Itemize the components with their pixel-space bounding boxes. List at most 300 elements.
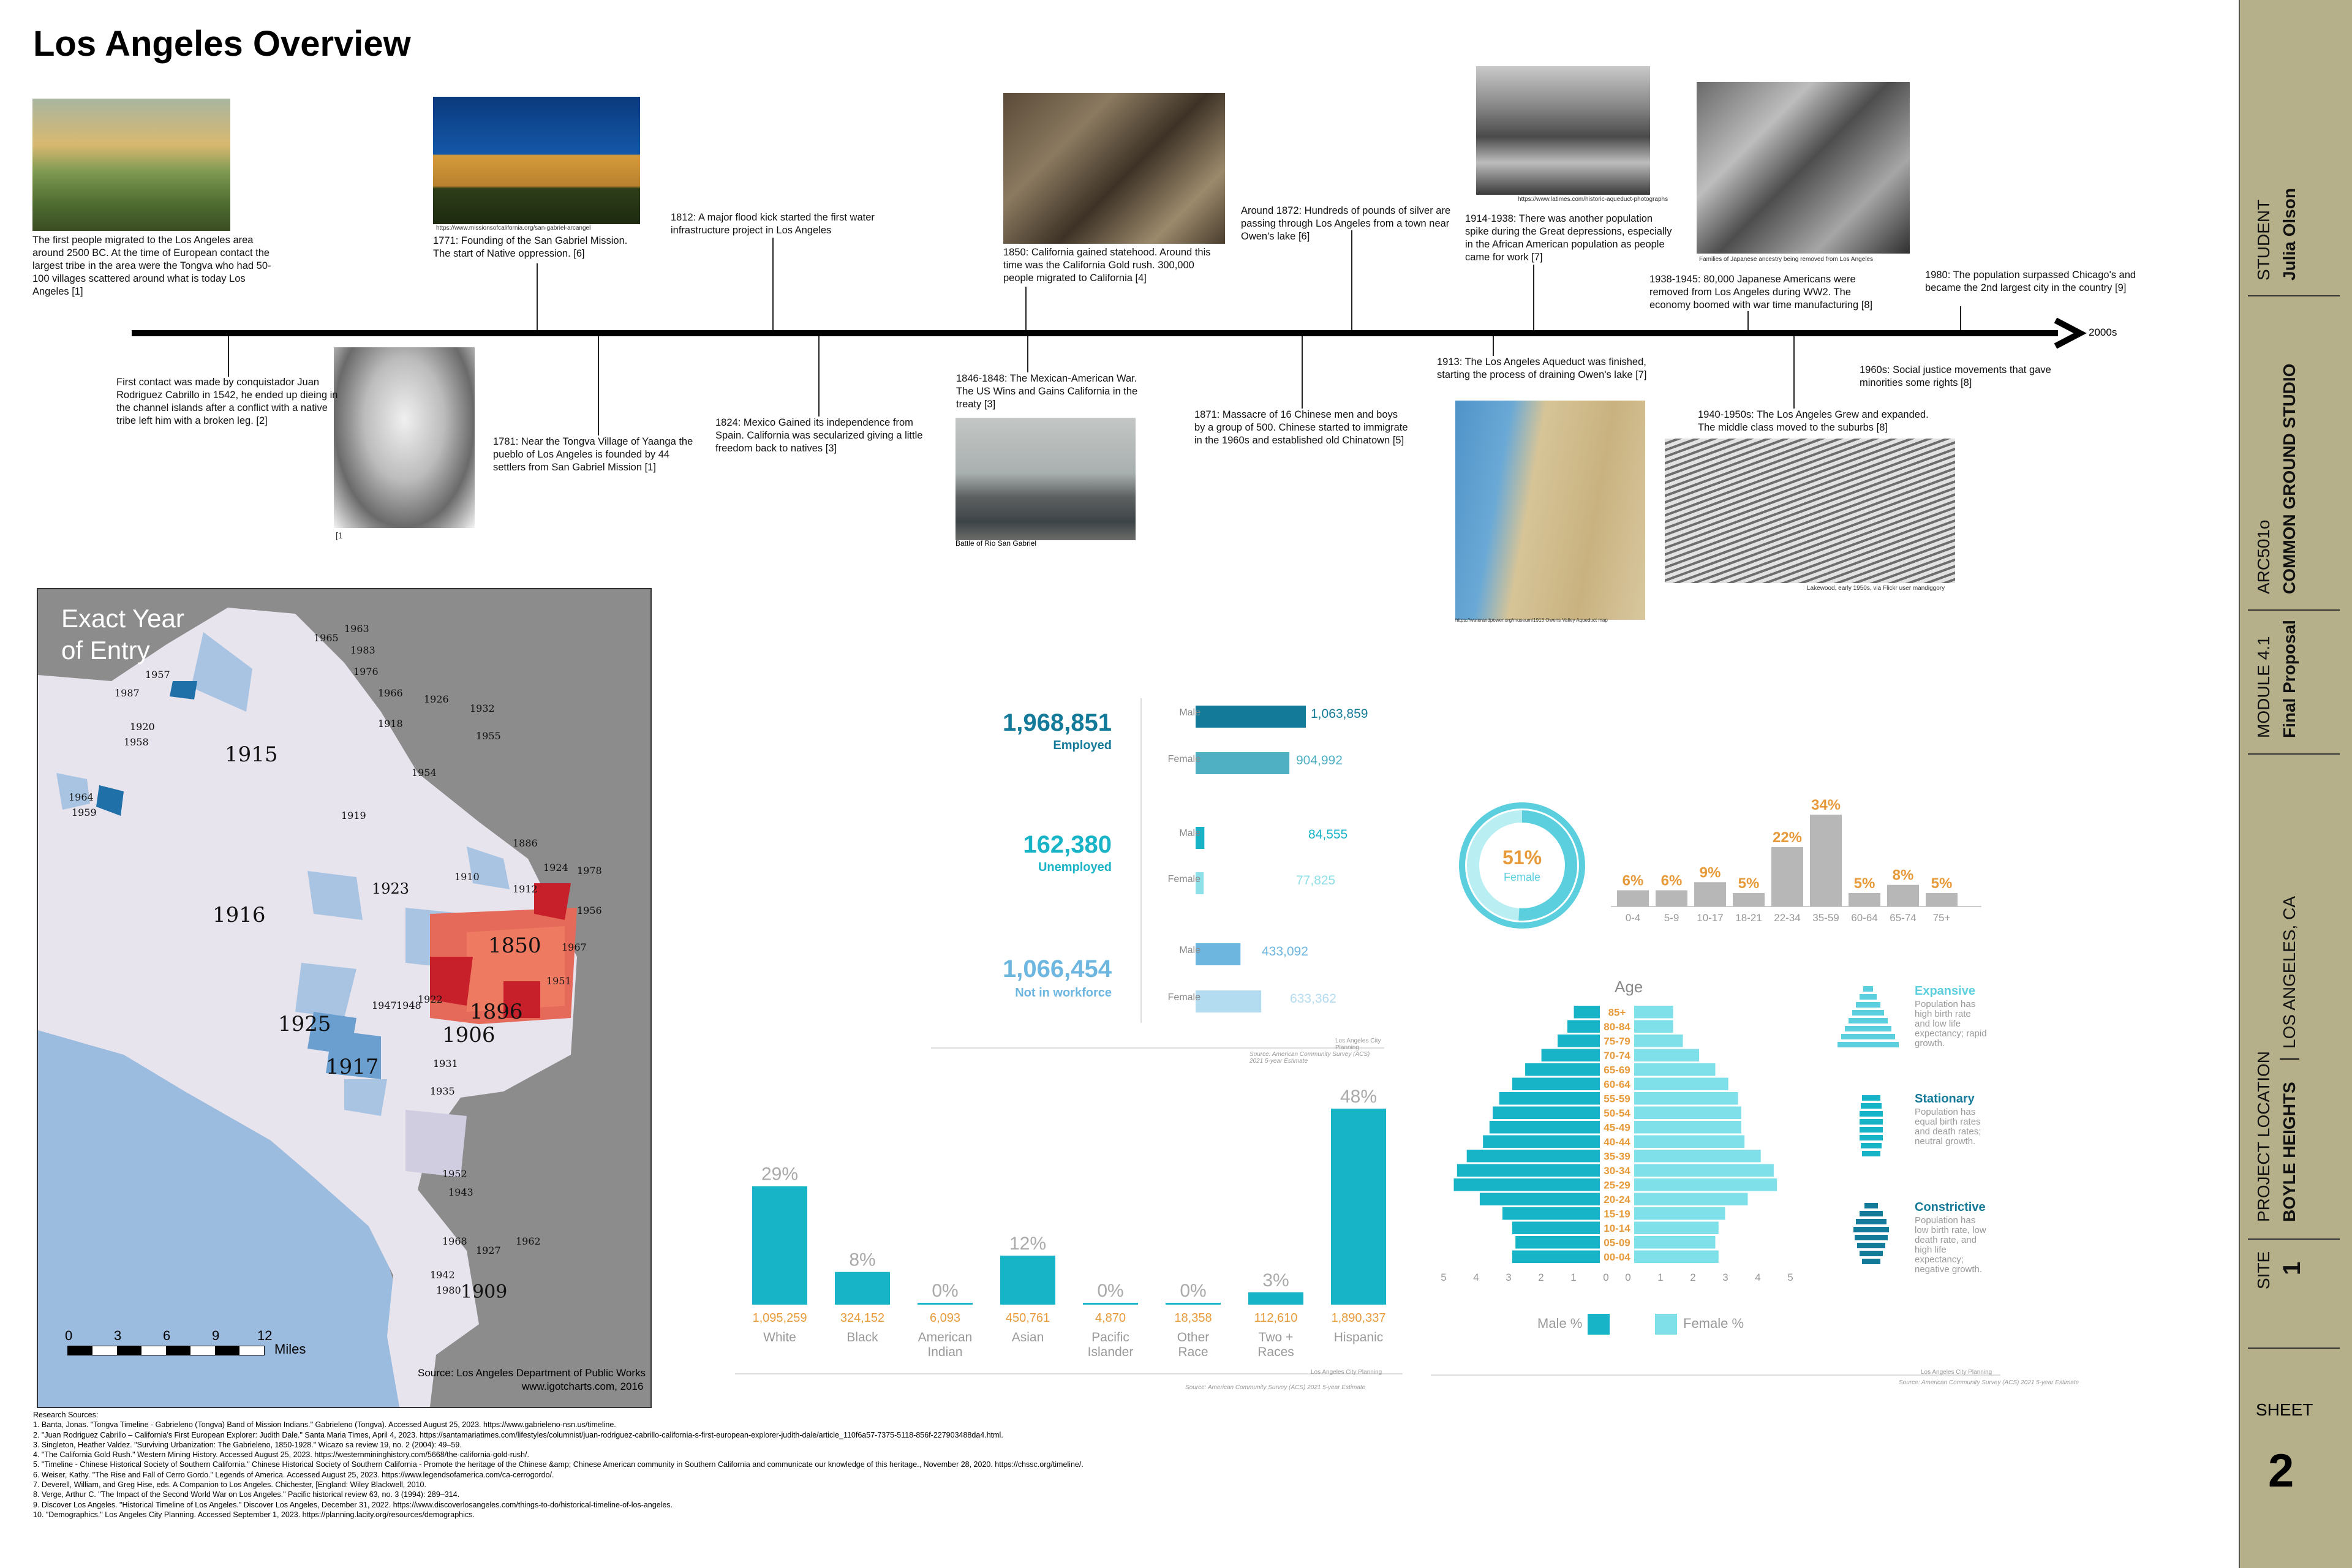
population-pyramid [1433,992,1825,1335]
course-code: ARC501o [2254,519,2273,594]
scale-3: 3 [114,1328,122,1343]
pyramid-male-bar-85+ [1574,1006,1600,1019]
pyramid-tick-11: 5 [1787,1272,1793,1283]
race-category-3-line0: Asian [1011,1330,1044,1344]
age-value-22-34: 22% [1772,829,1803,846]
battle-caption: Battle of Rio San Gabriel [956,539,1037,548]
map-year-1978: 1978 [577,865,602,876]
employed-female-label: Female [1167,754,1200,764]
source-2: 2. "Juan Rodriguez Cabrillo – California's First European Explorer: Judith Dale." Santa Maria Times, April 4, 2023. https://santamariatimes.com/lifestyles/columnist/juan-rodriguez-cabrillo-california-s-first-european-explorer-judith-dale/article_110f6a57-7375-5118-856f-227903488da4.html. [33,1430,1003,1439]
pyramid-female-bar-85+ [1634,1006,1673,1019]
event-1871: 1871: Massacre of 16 Chinese men and boys by a group of 500. Chinese started to immigrate in the 1960s and established old Chinatown [5] [1194,409,1408,446]
map-year-1947: 1947 [372,1000,397,1011]
event-1812: 1812: A major flood kick started the first water infrastructure project in Los Angeles [671,212,875,236]
unemployed-male-label: Male [1179,828,1200,839]
age-bar-60-64 [1849,893,1880,907]
source-3: 3. Singleton, Heather Valdez. "Surviving Urbanization: The Gabrieleno, 1850-1928." Wicazo sa review 19, no. 2 (2004): 49–59. [33,1440,462,1449]
emp-male-bar-0 [1196,706,1306,728]
site-label: SITE [2254,1251,2273,1289]
age-bar-22-34 [1771,847,1803,907]
pyramid-age-80-84: 80-84 [1604,1021,1630,1033]
age-category-60-64: 60-64 [1851,912,1878,924]
tick-1940 [1793,336,1795,409]
map-year-1922: 1922 [418,993,443,1005]
tick-1872 [1351,230,1352,331]
expansive-shape-icon [1831,984,1905,1051]
location-label: PROJECT LOCATION [2254,1050,2273,1222]
nif-male-label: Male [1179,945,1200,956]
pyramid-tick-1: 4 [1473,1272,1479,1283]
race-count-7: 1,890,337 [1331,1311,1386,1325]
race-pct-1: 8% [849,1250,876,1270]
aqueduct-map-image [1455,401,1645,620]
race-bar-5 [1166,1303,1221,1305]
stationary-label: Stationary [1915,1092,1975,1106]
unemployed-label: Unemployed [1038,861,1112,874]
map-year-1915: 1915 [225,742,278,767]
tick-1812 [772,238,774,331]
race-count-6: 112,610 [1254,1311,1298,1325]
race-category-6-line1: Races [1257,1345,1294,1359]
male-legend-label: Male % [1537,1316,1583,1331]
pyramid-age-25-29: 25-29 [1604,1179,1630,1191]
race-pct-3: 12% [1009,1234,1047,1254]
pyramid-female-bar-75-79 [1634,1035,1683,1047]
male-legend-swatch [1588,1314,1610,1335]
race-category-5-line0: Other [1177,1330,1210,1344]
pyramid-tick-4: 1 [1570,1272,1577,1283]
research-sources [33,1410,1442,1520]
panel-divider-2 [2248,609,2340,611]
age-category-10-17: 10-17 [1697,912,1724,924]
race-category-1-line0: Black [846,1330,878,1344]
gold-rush-miners-image [1003,93,1225,244]
map-year-1942: 1942 [430,1269,455,1281]
expansive-label: Expansive [1915,984,1975,998]
age-category-65-74: 65-74 [1890,912,1917,924]
map-year-1906: 1906 [442,1023,496,1047]
map-year-1931: 1931 [433,1058,458,1069]
age-bar-10-17 [1694,882,1726,907]
pyramid-female-bar-70-74 [1634,1049,1699,1062]
pyramid-male-bar-45-49 [1490,1121,1600,1134]
stationary-shape-icon [1850,1094,1893,1161]
pyramid-age-50-54: 50-54 [1604,1107,1630,1119]
event-1960: 1960s: Social justice movements that gave minorities some rights [8] [1860,364,2051,388]
map-year-1965: 1965 [314,632,339,644]
race-credit: Los Angeles City Planning [1311,1369,1382,1376]
panel-divider-4 [2248,1238,2340,1240]
event-1938: 1938-1945: 80,000 Japanese Americans were removed from Los Angeles during WW2. The economy boomed with war time manufacturing [8] [1649,274,1873,311]
map-year-1983: 1983 [350,644,375,656]
pyramid-male-bar-50-54 [1493,1107,1600,1120]
student-label: STUDENT [2254,199,2273,281]
sheet-number: 2 [2268,1445,2294,1497]
constrictive-label: Constrictive [1915,1200,1986,1214]
location-name: BOYLE HEIGHTS [2280,1082,2299,1222]
emp-female-bar-0 [1196,752,1289,774]
scale-9: 9 [212,1328,220,1343]
map-title-line1: Exact Year [61,604,184,633]
employed-male-label: Male [1179,707,1200,718]
pyramid-tick-8: 2 [1690,1272,1696,1283]
map-year-1963: 1963 [344,623,369,635]
map-year-1927: 1927 [476,1245,501,1256]
map-scale-bar [67,1346,265,1355]
scale-unit: Miles [274,1341,306,1357]
pyramid-age-45-49: 45-49 [1604,1121,1630,1134]
map-year-1962: 1962 [516,1235,541,1247]
pyramid-female-bar-20-24 [1634,1193,1748,1206]
pyramid-female-bar-25-29 [1634,1178,1777,1191]
scale-12: 12 [257,1328,273,1343]
emp-male-bar-2 [1196,943,1240,965]
event-1913: 1913: The Los Angeles Aqueduct was finished, starting the process of draining Owen's lake [7] [1437,356,1647,380]
map-year-1850: 1850 [488,933,541,958]
race-pct-7: 48% [1340,1087,1378,1107]
map-year-1943: 1943 [448,1186,473,1198]
tick-1871 [1302,336,1303,409]
pyramid-male-bar-10-14 [1512,1222,1600,1235]
pyramid-female-bar-00-04 [1634,1251,1719,1264]
san-gabriel-mission-image [433,97,640,224]
pyramid-age-55-59: 55-59 [1604,1093,1630,1105]
pyramid-female-bar-40-44 [1634,1136,1744,1148]
race-category-5-line1: Race [1178,1345,1208,1359]
cabrillo-caption: [1 [336,530,343,540]
emp-female-bar-2 [1196,990,1261,1012]
map-year-1925: 1925 [278,1012,331,1036]
age-bar-35-59 [1810,815,1842,907]
student-name: Julia Olson [2280,188,2299,281]
race-bar-7 [1331,1109,1386,1305]
map-source-line2: www.igotcharts.com, 2016 [522,1381,644,1392]
event-1542: First contact was made by conquistador Juan Rodriguez Cabrillo in 1542, he ended up dieing in the channel islands after a conflict with a native tribe left him with a broken leg. [2] [116,377,338,426]
map-year-1955: 1955 [476,730,501,742]
pyramid-male-bar-20-24 [1480,1193,1600,1206]
age-value-10-17: 9% [1699,864,1721,881]
map-year-1910: 1910 [454,871,480,883]
map-year-1958: 1958 [124,736,149,748]
age-value-18-21: 5% [1738,875,1760,892]
pyramid-age-15-19: 15-19 [1604,1208,1630,1220]
pyramid-male-bar-70-74 [1542,1049,1600,1062]
race-bar-0 [752,1186,807,1305]
source-5: 5. "Timeline - Chinese Historical Society of Southern California." Chinese Historical Society of Southern California - Promote the heritage of the Chinese &amp; Chinese American community in Southern California and communicate our knowledge of this heritage., November 28, 2020. https://chssc.org/timeline/. [33,1460,1084,1469]
map-year-1948: 1948 [396,1000,421,1011]
tick-1824 [818,336,820,417]
employed-male-value: 1,063,859 [1311,707,1368,721]
source-8: 8. Verge, Arthur C. "The Impact of the Second World War on Los Angeles." Pacific historical review 63, no. 3 (1994): 289–314. [33,1490,460,1499]
panel-divider-5 [2248,1348,2340,1349]
unemployed-male-value: 84,555 [1308,827,1348,842]
map-year-1959: 1959 [72,807,97,818]
battle-painting-image [956,418,1136,540]
nif-female-label: Female [1167,992,1200,1003]
map-source-line1: Source: Los Angeles Department of Public Works [418,1367,646,1379]
event-1940: 1940-1950s: The Los Angeles Grew and expanded. The middle class moved to the suburbs [8] [1698,409,1929,433]
tick-1938 [1747,311,1749,331]
not-in-workforce-total: 1,066,454 [1003,956,1112,982]
year-of-entry-map [37,588,652,1408]
pyramid-age-70-74: 70-74 [1604,1050,1630,1061]
panel-divider-3 [2248,753,2340,755]
tick-1771 [537,263,538,331]
unemployed-female-value: 77,825 [1296,873,1336,888]
tick-1781 [598,336,599,435]
map-year-1926: 1926 [424,693,449,705]
nif-male-value: 433,092 [1262,944,1308,959]
pyramid-female-bar-30-34 [1634,1164,1774,1177]
race-category-0-line0: White [763,1330,796,1344]
not-in-workforce-label: Not in workforce [1015,986,1112,1000]
source-10: 10. "Demographics." Los Angeles City Planning. Accessed September 1, 2023. https://planning.lacity.org/resources/demographics. [33,1510,475,1519]
pyramid-male-bar-15-19 [1502,1207,1600,1220]
map-year-1896: 1896 [470,1000,523,1024]
pyramid-female-bar-35-39 [1634,1150,1761,1163]
stationary-desc: Population has equal birth rates and death rates; neutral growth. [1915,1107,1981,1147]
map-year-1924: 1924 [543,862,568,873]
employment-credit: Los Angeles City Planning [1335,1038,1381,1051]
race-count-1: 324,152 [840,1311,885,1325]
pyramid-female-bar-05-09 [1634,1236,1716,1249]
pyramid-male-bar-75-79 [1558,1035,1600,1047]
event-1872: Around 1872: Hundreds of pounds of silver are passing through Los Angeles from a town near Owen's lake [6] [1241,205,1451,242]
pyramid-age-10-14: 10-14 [1604,1223,1630,1234]
timeline-end-label: 2000s [2089,326,2117,338]
pyramid-male-bar-30-34 [1457,1164,1600,1177]
scale-0: 0 [65,1328,73,1343]
tick-1850 [1025,287,1027,331]
pyramid-age-60-64: 60-64 [1604,1079,1630,1090]
race-source: Source: American Community Survey (ACS) 2021 5-year Estimate [1185,1384,1366,1391]
pyramid-male-bar-35-39 [1467,1150,1600,1163]
scale-6: 6 [163,1328,171,1343]
pyramid-female-bar-55-59 [1634,1092,1738,1105]
map-year-1976: 1976 [353,666,379,677]
age-bar-65-74 [1887,885,1919,907]
pyramid-tick-6: 0 [1625,1272,1631,1283]
map-year-1952: 1952 [442,1168,467,1180]
age-value-60-64: 5% [1853,875,1875,892]
pyramid-male-bar-05-09 [1515,1236,1600,1249]
pyramid-female-bar-45-49 [1634,1121,1741,1134]
source-4: 4. "The California Gold Rush." Western Mining History. Accessed August 25, 2023. https://westernmininghistory.com/5668/the-california-gold-rush/. [33,1450,529,1460]
event-1850: 1850: California gained statehood. Around this time was the California Gold rush. 300,000 people migrated to California [4] [1003,247,1211,284]
site-number: 1 [2278,1261,2305,1275]
race-bar-2 [918,1303,973,1305]
pyramid-male-bar-60-64 [1512,1078,1600,1091]
age-bar-18-21 [1733,893,1765,907]
female-donut-value: 51% [1502,846,1542,869]
employment-source: Source: American Community Survey (ACS) 2021 5-year Estimate [1250,1051,1370,1065]
age-bar-5-9 [1656,891,1687,907]
pyramid-age-05-09: 05-09 [1604,1237,1630,1249]
race-bar-chart [735,1078,1409,1366]
pyramid-tick-3: 2 [1538,1272,1544,1283]
female-legend-swatch [1655,1314,1677,1335]
map-year-1967: 1967 [562,941,587,953]
pyramid-female-bar-50-54 [1634,1107,1741,1120]
age-value-0-4: 6% [1622,872,1644,889]
course-name: COMMON GROUND STUDIO [2280,363,2299,594]
age-category-35-59: 35-59 [1812,912,1839,924]
age-bar-0-4 [1617,891,1649,907]
race-count-5: 18,358 [1174,1311,1212,1325]
pyramid-age-40-44: 40-44 [1604,1136,1630,1148]
pyramid-age-00-04: 00-04 [1604,1251,1630,1263]
pyramid-age-20-24: 20-24 [1604,1194,1630,1205]
event-1771: 1771: Founding of the San Gabriel Mission. The start of Native oppression. [6] [433,235,628,259]
map-year-1964: 1964 [69,791,94,803]
map-title [61,603,184,666]
source-6: 6. Weiser, Kathy. "The Rise and Fall of Cerro Gordo." Legends of America. Accessed August 25, 2023. https://www.legendsofamerica.com/ca-cerrogordo/. [33,1470,554,1479]
map-year-1916: 1916 [213,903,266,927]
pyramid-female-bar-65-69 [1634,1063,1716,1076]
race-category-7-line0: Hispanic [1333,1330,1384,1344]
race-category-2-line0: American [918,1330,973,1344]
timeline-axis [132,330,2058,336]
location-city: LOS ANGELES, CA [2280,896,2299,1049]
map-shapes [38,589,650,1407]
employed-total: 1,968,851 [1003,709,1112,736]
pyramid-female-bar-80-84 [1634,1020,1673,1033]
map-year-1886: 1886 [513,837,538,849]
race-pct-4: 0% [1097,1281,1124,1301]
event-1914: 1914-1938: There was another population spike during the Great depressions, especially in the African American population as people came for work [7] [1465,213,1672,263]
sheet-label: SHEET [2256,1400,2313,1419]
mission-caption: https://www.missionsofcalifornia.org/san-gabriel-arcangel [436,225,591,232]
race-category-4-line1: Islander [1087,1345,1134,1359]
pyramid-female-bar-60-64 [1634,1078,1728,1091]
pyramid-male-bar-55-59 [1499,1092,1600,1105]
pyramid-title: Age [1615,978,1643,996]
race-pct-6: 3% [1262,1270,1289,1291]
age-category-22-34: 22-34 [1774,912,1801,924]
map-year-1919: 1919 [341,810,366,821]
pyramid-male-bar-65-69 [1525,1063,1600,1076]
age-value-5-9: 6% [1660,872,1683,889]
map-year-1918: 1918 [378,718,403,729]
age-value-75+: 5% [1931,875,1953,892]
age-category-75+: 75+ [1932,912,1951,924]
employed-label: Employed [1053,739,1112,752]
age-category-0-4: 0-4 [1625,912,1641,924]
pyramid-male-bar-00-04 [1512,1251,1600,1264]
source-1: 1. Banta, Jonas. "Tongva Timeline - Gabrieleno (Tongva) Band of Mission Indians." Gabrieleno (Tongva). Accessed August 25, 2023. https://www.gabrieleno-nsn.us/timeline. [33,1420,616,1430]
pyramid-age-75-79: 75-79 [1604,1035,1630,1047]
pyramid-footer-line [1431,1374,2000,1376]
event-1824: 1824: Mexico Gained its independence from Spain. California was secularized giving a little freedom back to natives [3] [715,417,923,454]
map-year-1954: 1954 [412,767,437,778]
suburbs-caption: Lakewood, early 1950s, via Flickr user mandiggory [1807,585,1945,592]
pyramid-credit: Los Angeles City Planning [1921,1369,1992,1376]
constrictive-desc: Population has low birth rate, low death rate, and high life expectancy; negative growth. [1915,1215,1986,1275]
aqueduct-photo-caption: https://www.latimes.com/historic-aqueduct-photographs [1518,196,1668,203]
map-year-1912: 1912 [513,883,538,895]
age-value-35-59: 34% [1811,797,1841,813]
sources-heading: Research Sources: [33,1411,99,1419]
female-donut-label: Female [1503,871,1541,883]
map-year-1956: 1956 [577,905,602,916]
race-count-2: 6,093 [929,1311,961,1325]
panel-divider-1 [2248,295,2340,296]
event-1980: 1980: The population surpassed Chicago's and became the 2nd largest city in the country [9] [1925,270,2136,293]
pyramid-female-bar-10-14 [1634,1222,1719,1235]
tongva-landscape-image [32,99,230,231]
map-year-1917: 1917 [326,1055,379,1079]
event-2500bc: The first people migrated to the Los Angeles area around 2500 BC. At the time of European contact the largest tribe in the area were the Tongva who had 50-100 villages scattered around what is today Los Angeles [1] [32,235,271,297]
map-year-1980: 1980 [436,1284,461,1296]
japanese-removal-image [1697,82,1910,254]
race-bar-6 [1248,1292,1303,1305]
aqueduct-map-caption: https://waterandpower.org/museum/1913 Owens Valley Aqueduct map [1455,617,1608,623]
employed-female-value: 904,992 [1296,753,1343,767]
source-9: 9. Discover Los Angeles. "Historical Timeline of Los Angeles." Discover Los Angeles, December 31, 2022. https://www.discoverlosangeles.com/things-to-do/historical-timeline-of-los-angeles. [33,1500,673,1509]
constrictive-shape-icon [1844,1202,1899,1269]
map-year-1909: 1909 [461,1281,508,1303]
race-count-3: 450,761 [1005,1311,1050,1325]
pyramid-female-bar-15-19 [1634,1207,1725,1220]
map-year-1920: 1920 [130,721,155,733]
pyramid-source: Source: American Community Survey (ACS) 2021 5-year Estimate [1899,1379,2079,1386]
race-pct-5: 0% [1180,1281,1207,1301]
race-category-6-line0: Two + [1258,1330,1294,1344]
cabrillo-portrait-image [334,347,475,528]
pyramid-age-30-34: 30-34 [1604,1165,1630,1177]
pyramid-tick-10: 4 [1755,1272,1761,1283]
map-title-line2: of Entry [61,636,150,665]
module-name: Final Proposal [2280,620,2299,738]
tick-1980 [1960,306,1961,331]
race-bar-3 [1000,1256,1055,1305]
age-category-5-9: 5-9 [1664,912,1679,924]
suburbs-aerial-image [1665,439,1955,583]
timeline-arrow-icon [2052,318,2089,349]
race-bar-4 [1083,1303,1138,1305]
employment-footer-line [931,1047,1384,1049]
tick-1542 [228,336,229,377]
expansive-desc: Population has high birth rate and low life expectancy; rapid growth. [1915,999,1987,1049]
map-year-1966: 1966 [378,687,403,699]
map-year-1987: 1987 [115,687,140,699]
pyramid-tick-2: 3 [1506,1272,1512,1283]
age-category-18-21: 18-21 [1735,912,1762,924]
map-year-1957: 1957 [145,669,170,680]
unemployed-female-label: Female [1167,874,1200,884]
tick-1846 [1027,336,1028,372]
nif-female-value: 633,362 [1290,992,1336,1006]
pyramid-tick-7: 1 [1657,1272,1664,1283]
race-footer-line [735,1373,1403,1374]
race-category-4-line0: Pacific [1091,1330,1129,1344]
page-title: Los Angeles Overview [33,24,411,64]
pyramid-tick-9: 3 [1722,1272,1728,1283]
female-legend-label: Female % [1683,1316,1744,1331]
location-separator [2280,1058,2299,1060]
employment-chart [931,686,1384,1066]
age-bar-75+ [1926,893,1958,907]
map-year-1932: 1932 [470,703,495,714]
map-year-1923: 1923 [372,880,410,897]
pyramid-age-35-39: 35-39 [1604,1150,1630,1163]
event-1846: 1846-1848: The Mexican-American War. The US Wins and Gains California in the treaty [3] [956,373,1138,410]
pyramid-male-bar-80-84 [1567,1020,1600,1033]
map-year-1951: 1951 [546,975,571,987]
pyramid-age-85+: 85+ [1608,1006,1626,1019]
pyramid-tick-0: 5 [1441,1272,1447,1283]
pyramid-male-bar-25-29 [1454,1178,1600,1191]
